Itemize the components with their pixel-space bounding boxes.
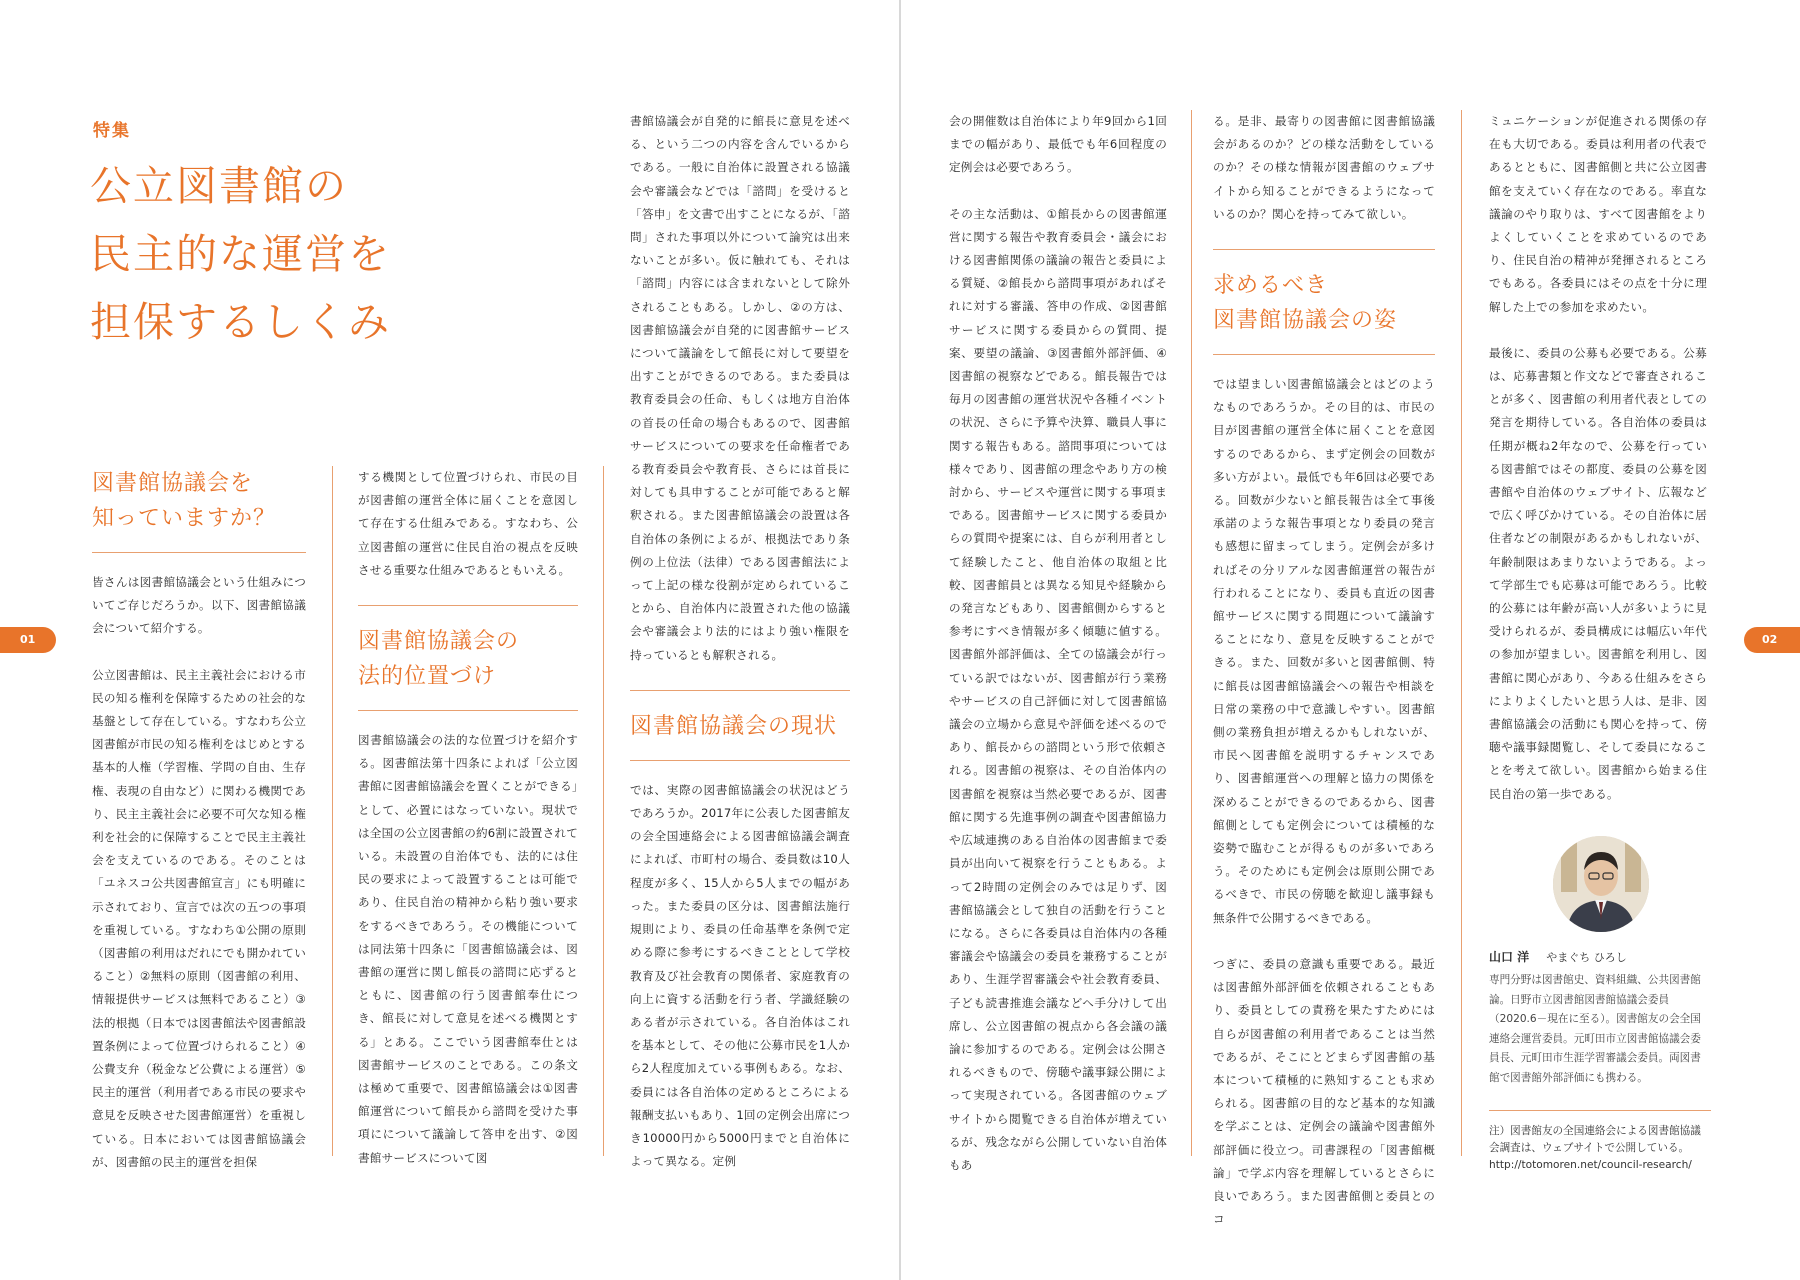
author-photo	[1553, 836, 1649, 932]
paragraph: 図書館協議会の法的な位置づけを紹介する。図書館法第十四条によれば「公立図書館に図書館協議会を置くことができる」として、必置にはなっていない。現状では全国の公立図書館の約6割に設置されている。未設置の自治体でも、法的には住民の要求によって設置することは可能であり、住民自治の精神から粘り強い要求をするべきであろう。その機能については同法第十四条に「図書館協議会は、図書館の運営に関し館長の諮問に応ずるとともに、図書館の行う図書館奉仕につき、館長に対して意見を述べる機関とする」とある。ここでいう図書館奉仕とは図書館サービスのことである。この条文は極めて重要で、図書館協議会は①図書館運営について館長から諮問を受けた事項にについて議論して答申を出す、②図書館サービスについて図	[358, 733, 578, 1165]
column-3	[630, 110, 850, 1196]
heading-line: 図書館協議会の姿	[1213, 308, 1398, 334]
heading-line: 図書館協議会を	[92, 471, 254, 496]
portrait-icon	[1553, 836, 1649, 932]
left-page	[0, 0, 899, 1280]
title-line: 担保するしくみ	[90, 298, 391, 346]
column-rule	[1191, 110, 1192, 1156]
column-2	[358, 466, 578, 1193]
section-heading	[358, 624, 578, 694]
section-heading	[92, 466, 306, 536]
right-page	[901, 0, 1800, 1280]
heading-line: 図書館協議会の	[358, 629, 520, 655]
author-block	[1489, 946, 1711, 1174]
paragraph: 最後に、委員の公募も必要である。公募は、応募書類と作文などで審査されることが多く、図書館の利用者代表としての発言を期待している。各自治体の委員は任期が概ね2年なので、公募を行っている図書館ではその都度、委員の公募を図書館や自治体のウェブサイト、広報などで広く呼びかけている。その自治体に居住者などの制限があるかもしれないが、年齢制限はあまりないようである。よって学部生でも応募は可能であろう。比較的公募には年齢が高い人が多いように見受けられるが、委員構成には幅広い年代の参加が望ましい。図書館を利用し、図書館に関心があり、今ある仕組みをさらによりよくしたいと思う人は、是非、図書館協議会の活動にも関心を持って、傍聴や議事録閲覧し、そして委員になることを考えて欲しい。図書館から始まる住民自治の第一歩である。	[1489, 345, 1707, 801]
section-heading: 図書館協議会の現状	[630, 713, 838, 739]
footnote-url[interactable]: http://totomoren.net/council-research/	[1489, 1159, 1692, 1171]
paragraph: する機関として位置づけられ、市民の目が図書館の運営全体に届くことを意図して存在する仕組みである。すなわち、公立図書館の運営に住民自治の視点を反映させる重要な仕組みであるともいえる。	[358, 470, 578, 577]
divider	[1213, 354, 1435, 355]
divider	[630, 690, 850, 691]
paragraph: では、実際の図書館協議会の状況はどうであろうか。2017年に公表した図書館友の会全国連絡会による図書館協議会調査によれば、市町村の場合、委員数は10人程度が多く、15人から5人までの幅があった。また委員の区分は、図書館法施行規則により、委員の任命基準を条例で定める際に参考にするべきこととして学校教育及び社会教育の関係者、家庭教育の向上に資する活動を行う者、学識経験のある者が示されている。各自治体はこれを基本として、その他に公募市民を1人から2人程度加えている事例もある。なお、委員には各自治体の定めるところによる報酬支払いもあり、1回の定例会出席につき10000円から5000円までと自治体によって異なる。定例	[630, 782, 850, 1169]
feature-tag: 特集	[93, 121, 131, 141]
divider	[630, 760, 850, 761]
section-heading	[1213, 268, 1435, 338]
page-number-right: 02	[1744, 627, 1800, 653]
divider	[358, 605, 578, 606]
paragraph: つぎに、委員の意識も重要である。最近は図書館外部評価を依頼されることもあり、委員としての責務を果たすためには自らが図書館の利用者であることは当然であるが、そこにとどまらず図書館の基本について積極的に熟知することも求められる。図書館の目的など基本的な知識を学ぶことは、定例会の議論や図書館外部評価に役立つ。司書課程の「図書館概論」で学ぶ内容を理解しているとさらに良いであろう。また図書館側と委員とのコ	[1213, 956, 1435, 1227]
column-4	[949, 110, 1167, 1200]
divider	[358, 710, 578, 711]
paragraph: では望ましい図書館協議会とはどのようなものであろうか。その目的は、市民の目が図書館の運営全体に届くことを意図するのであるから、まず定例会の回数が多い方がよい。最低でも年6回は必要である。回数が少ないと館長報告は全て事後承諾のような報告事項となり委員の発言も感想に留まってしまう。定例会が多ければその分リアルな図書館運営の報告が行われることになり、委員も直近の図書館サービスに関する問題について議論することになり、意見を反映することができる。また、回数が多いと図書館側、特に館長は図書館協議会への報告や相談を日常の業務の中で意識しやすい。図書館側の業務負担が増えるかもしれないが、市民へ図書館を説明するチャンスであり、図書館運営への理解と協力の関係を深めることができるのであるから、図書館側としても定例会については積極的な姿勢で臨むことが得るものが多いであろう。そのためにも定例会は原則公開であるべきで、市民の傍聴を歓迎し議事録も無条件で公開するべきである。	[1213, 377, 1435, 925]
paragraph: る。是非、最寄りの図書館に図書館協議会があるのか？どの様な活動をしているのか？その様な情報が図書館のウェブサイトから知ることができるようになっているのか？関心を持ってみて欲しい。	[1213, 114, 1435, 221]
column-1	[92, 466, 306, 1197]
paragraph: ミュニケーションが促進される関係の存在も大切である。委員は利用者の代表であるとともに、図書館側と共に公立図書館を支えていく存在なのである。率直な議論のやり取りは、すべて図書館をよりよくしていくことを求めているのであり、住民自治の精神が発揮されるところでもある。各委員にはその点を十分に理解した上での参加を求めたい。	[1489, 114, 1707, 314]
divider	[92, 552, 306, 553]
paragraph: 会の開催数は自治体により年9回から1回までの幅があり、最低でも年6回程度の定例会は必要であろう。	[949, 114, 1167, 175]
author-name: 山口 洋	[1489, 950, 1530, 964]
title-line: 民主的な運営を	[90, 230, 391, 278]
paragraph: 書館協議会が自発的に館長に意見を述べる、という二つの内容を含んでいるからである。一般に自治体に設置される協議会や審議会などでは「諮問」を受けると「答申」を文書で出すことになるが、「諮問」された事項以外について論究は出来ないことが多い。仮に触れても、それは「諮問」内容には含まれないとして除外されることもある。しかし、②の方は、図書館協議会が自発的に図書館サービスについて議論をして館長に対して要望を出すことができるのである。また委員は教育委員会の任命、もしくは地方自治体の首長の任命の場合もあるので、図書館サービスについての要求を任命権者である教育委員会や教育長、さらには首長に対しても具申することが可能であると解釈される。また図書館協議会の設置は各自治体の条例によるが、根拠法であり条例の上位法（法律）である図書館法によって上記の様な役割が定められていることから、自治体内に設置された他の協議会や審議会より法的にはより強い権限を持っているとも解釈される。	[630, 114, 850, 662]
footnote: 注）図書館友の全国連絡会による図書館協議会調査は、ウェブサイトで公開している。	[1489, 1125, 1701, 1154]
paragraph: 公立図書館は、民主主義社会における市民の知る権利を保障するための社会的な基盤として存在している。すなわち公立図書館が市民の知る権利をはじめとする基本的人権（学習権、学問の自由、生存権、表現の自由など）に関わる機関であり、民主主義社会に必要不可欠な知る権利を社会的に保障することで民主主義社会を支えているのである。そのことは「ユネスコ公共図書館宣言」にも明確に示されており、宣言では次の五つの事項を重視している。すなわち①公開の原則（図書館の利用はだれにでも開かれていること）②無料の原則（図書館の利用、情報提供サービスは無料であること）③法的根拠（日本では図書館法や図書館設置条例によって位置づけられること）④公費支弁（税金など公費による運営）⑤民主的運営（利用者である市民の要求や意見を反映させた図書館運営）を重視している。日本においては図書館協議会が、図書館の民主的運営を担保	[92, 667, 306, 1169]
column-rule	[1461, 110, 1462, 1156]
heading-line: 知っていますか？	[92, 506, 277, 531]
divider	[1489, 1110, 1711, 1111]
column-rule	[603, 466, 604, 1156]
divider	[1213, 249, 1435, 250]
column-6	[1489, 110, 1707, 829]
author-kana: やまぐち ひろし	[1546, 951, 1627, 964]
heading-line: 法的位置づけ	[358, 664, 497, 690]
heading-line: 求めるべき	[1213, 273, 1329, 299]
page-number-left: 01	[0, 627, 56, 653]
title-line: 公立図書館の	[90, 162, 348, 210]
article-title	[90, 152, 430, 356]
column-rule	[332, 466, 333, 1156]
author-bio: 専門分野は図書館史、資料組織、公共図書館論。日野市立図書館図書館協議会委員（2020.6－現在に至る）。図書館友の会全国連絡会運営委員。元町田市立図書館協議会委員長、元町田市生涯学習審議会委員。両図書館で図書館外部評価にも携わる。	[1489, 974, 1701, 1084]
paragraph: その主な活動は、①館長からの図書館運営に関する報告や教育委員会・議会における図書館関係の議論の報告と委員による質疑、②館長から諮問事項があればそれに対する審議、答申の作成、②図書館サービスに関する委員からの質問、提案、要望の議論、③図書館外部評価、④図書館の視察などである。館長報告では毎月の図書館の運営状況や各種イベントの状況、さらに予算や決算、職員人事に関する報告もある。諮問事項については様々であり、図書館の理念やあり方の検討から、サービスや運営に関する事項まである。図書館サービスに関する委員からの質問や提案には、自らが利用者として経験したこと、他自治体の取組と比較、図書館員とは異なる知見や経験からの発言などもあり、図書館側からすると参考にすべき情報が多く傾聴に値する。図書館外部評価は、全ての協議会が行っている訳ではないが、図書館が行う業務やサービスの自己評価に対して図書館協議会の立場から意見や評価を述べるのであり、館長からの諮問という形で依頼される。図書館の視察は、その自治体内の図書館を視察は当然必要であるが、図書館に関する先進事例の調査や図書館協力や広域連携のある自治体の図書館まで委員が出向いて視察を行うこともある。よって2時間の定例会のみでは足りず、図書館協議会として独自の活動を行うことになる。さらに各委員は自治体内の各種審議会や協議会の委員を兼務することがあり、生涯学習審議会や社会教育委員、子ども読書推進会議などへ手分けして出席し、公立図書館の視点から各会議の議論に参加するのである。定例会は公開されるべきもので、傍聴や議事録公開によって実現されている。各図書館のウェブサイトから閲覧できる自治体が増えているが、残念ながら公開していない自治体もあ	[949, 206, 1167, 1172]
paragraph: 皆さんは図書館協議会という仕組みについてご存じだろうか。以下、図書館協議会について紹介する。	[92, 575, 306, 636]
column-5	[1213, 110, 1435, 1254]
